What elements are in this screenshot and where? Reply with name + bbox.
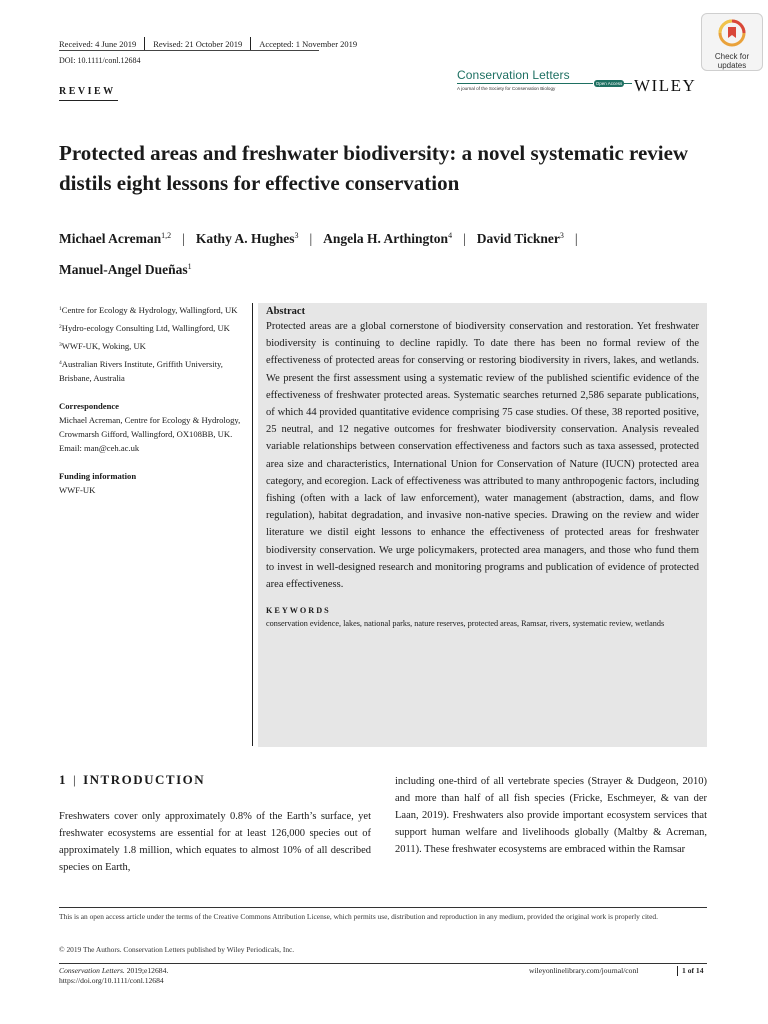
section-number: 1 [59, 772, 67, 787]
author[interactable]: Kathy A. Hughes$^3$ [195, 231, 299, 246]
journal-sub [457, 85, 587, 91]
author-separator: | [182, 231, 185, 246]
copyright-notice: © 2019 The Authors. Conservation Letters published by Wiley Periodicals, Inc. [59, 945, 295, 954]
footer-rule [59, 907, 707, 908]
funding-text: WWF-UK [59, 485, 96, 495]
citation-details: 2019;e12684. [124, 966, 169, 975]
article-title: Protected areas and freshwater biodiversity: a novel systematic review distils eight lessons for effective conservation [59, 141, 689, 195]
correspondence-email[interactable]: Email: man@ceh.ac.uk [59, 443, 140, 453]
doi[interactable]: DOI: 10.1111/conl.12684 [59, 56, 141, 65]
section-heading-introduction [59, 772, 205, 788]
check-updates-line1: Check for [714, 52, 750, 61]
page-number: 1 of 14 [682, 966, 704, 975]
dates-rule [59, 50, 319, 51]
date-separator [144, 37, 145, 50]
citation-url[interactable]: https://doi.org/10.1111/conl.12684 [59, 976, 164, 985]
open-access-badge: Open Access [595, 81, 623, 86]
section-title: INTRODUCTION [83, 772, 206, 787]
open-access-line [624, 83, 632, 84]
affiliation: $^4$Australian Rivers Institute, Griffith University, Brisbane, Australia [59, 359, 223, 383]
journal-brand-line [457, 83, 593, 84]
abstract-box [258, 303, 707, 747]
page-separator [677, 966, 678, 976]
journal-subtitle: A journal of the Society for Conservation Biology [457, 86, 556, 91]
publisher-logo: WILEY [634, 76, 697, 95]
author[interactable]: Michael Acreman$^{1,2}$ [59, 231, 172, 246]
accepted-date: Accepted: 1 November 2019 [259, 38, 358, 49]
author[interactable]: Angela H. Arthington$^4$ [323, 231, 453, 246]
correspondence-heading: Correspondence [59, 401, 119, 411]
revised-date: Revised: 21 October 2019 [153, 38, 243, 49]
article-type-rule [59, 100, 118, 101]
footer-rule [59, 963, 707, 964]
check-updates-icon [717, 18, 747, 48]
affiliation: $^2$Hydro-ecology Consulting Ltd, Wallingford, UK [59, 323, 230, 333]
submission-dates [59, 37, 357, 50]
abstract-heading: Abstract [266, 306, 306, 317]
journal-name: Conservation Letters [457, 68, 570, 82]
affiliation: $^1$Centre for Ecology & Hydrology, Wallingford, UK [59, 305, 238, 315]
keywords-list: conservation evidence, lakes, national parks, nature reserves, protected areas, Ramsar, rivers, systematic review, wetlands [266, 619, 665, 629]
article-type: REVIEW [59, 86, 116, 97]
author-separator: | [574, 231, 578, 246]
journal-website[interactable]: wileyonlinelibrary.com/journal/conl [529, 966, 639, 975]
author[interactable]: Manuel-Angel Dueñas$^1$ [59, 262, 192, 277]
citation [59, 966, 168, 986]
author-separator: | [463, 231, 466, 246]
date-separator [250, 37, 251, 50]
journal-brand [457, 68, 587, 82]
check-updates-line2: updates [717, 60, 747, 70]
license-notice: This is an open access article under the terms of the Creative Commons Attribution License, which permits use, distribution and reproduction in any medium, provided the original work is properly cited. [59, 912, 658, 921]
abstract-text: Protected areas are a global cornerstone of biodiversity conservation and restoration. Yet freshwater biodiversity is continuing to decline rapidly. To date there has been no formal review of the effectiveness of protected areas for conserving or restoring biodiversity in rivers, lakes, and wetlands. We present the first assessment using a systematic review of the published scientific evidence of the effectiveness of freshwater protected areas. Systematic searches returned 2,586 separate publications, of which 44 provided quantitative evidence comprising 75 case studies. Of these, 38 reported positive, 25 neutral, and 12 negative outcomes for freshwater biodiversity conservation. Analysis revealed variable relationships between conservation effectiveness and factors such as taxa assessed, protected area size and characteristics, International Union for Conservation of Nature (IUCN) protected area category, and ecoregion. Lack of effectiveness was attributed to many anthropogenic factors, including fishing (often with a lack of law enforcement), water management (abstraction, dams, and flow regulation), habitat degradation, and invasive non-native species. Drawing on the review and wider literature we distil eight lessons to enhance the effectiveness of protected areas for freshwater biodiversity conservation. We urge policymakers, protected area managers, and those who fund them to invest in well-designed research and monitoring programs and publication of evidence of protected area effectiveness. [266, 321, 699, 591]
author-separator: | [309, 231, 313, 246]
article-info-column [59, 302, 249, 497]
affiliation: $^3$WWF-UK, Woking, UK [59, 341, 146, 351]
received-date: Received: 4 June 2019 [59, 38, 137, 49]
column-divider [252, 303, 253, 746]
author[interactable]: David Tickner$^3$ [476, 231, 564, 246]
citation-journal: Conservation Letters. [59, 966, 125, 975]
funding-heading: Funding information [59, 471, 137, 481]
section-separator: | [73, 772, 78, 787]
check-for-updates-badge[interactable] [701, 13, 763, 71]
author-list [59, 222, 709, 284]
correspondence-text: Michael Acreman, Centre for Ecology & Hydrology, Crowmarsh Gifford, Wallingford, OX108BB, UK. [59, 415, 241, 439]
intro-column-2: including one-third of all vertebrate species (Strayer & Dudgeon, 2010) and more than half of all fish species (Fricke, Eschmeyer, & van der Laan, 2019). Freshwaters also provide important ecosystem services that support human welfare and livelihoods globally (Maltby & Acreman, 2011). These freshwater ecosystems are embraced within the Ramsar [395, 776, 707, 855]
intro-column-1: Freshwaters cover only approximately 0.8% of the Earth’s surface, yet freshwater ecosystems are essential for at least 126,000 species out of approximately 1.8 million, which equates to almost 10% of all described species on Earth, [59, 811, 371, 873]
keywords-heading: KEYWORDS [266, 606, 331, 616]
